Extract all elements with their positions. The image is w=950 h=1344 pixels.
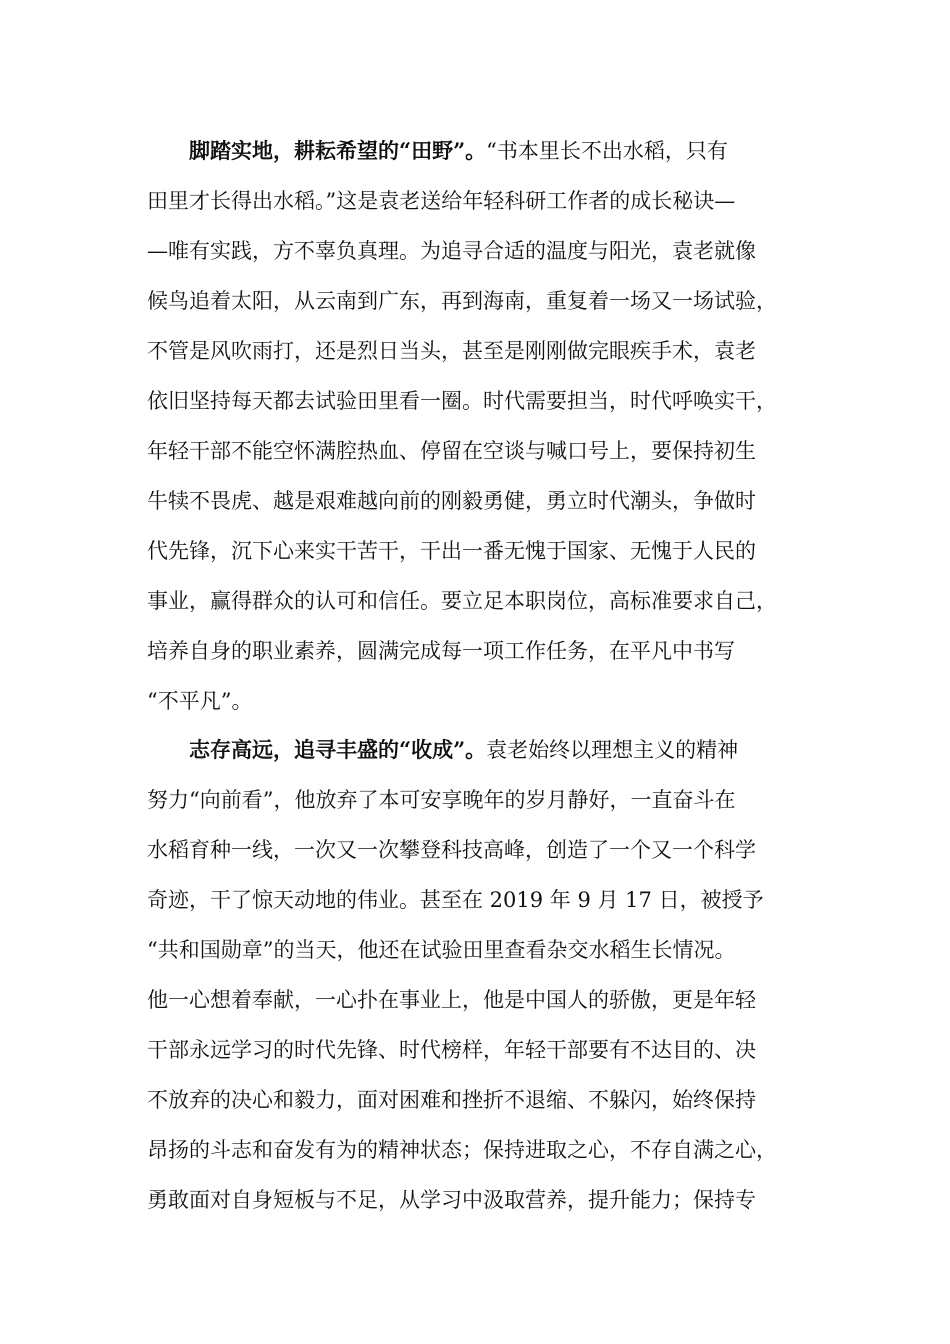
paragraph-line: 不管是风吹雨打，还是烈日当头，甚至是刚刚做完眼疾手术，袁老: [147, 339, 756, 363]
paragraph-line: 事业，赢得群众的认可和信任。要立足本职岗位，高标准要求自己，: [147, 589, 777, 613]
paragraph-line: “共和国勋章”的当天，他还在试验田里查看杂交水稻生长情况。: [147, 938, 736, 962]
paragraph-2-line-1: [189, 735, 738, 765]
paragraph-line: 依旧坚持每天都去试验田里看一圈。时代需要担当，时代呼唤实干，: [147, 389, 777, 413]
paragraph-line: —唯有实践，方不辜负真理。为追寻合适的温度与阳光，袁老就像: [147, 239, 756, 263]
paragraph-line: 年轻干部不能空怀满腔热血、停留在空谈与喊口号上，要保持初生: [147, 439, 756, 463]
paragraph-1-line-1: [189, 136, 728, 166]
paragraph-1-text: “书本里长不出水稻，只有: [486, 139, 728, 163]
paragraph-line: 牛犊不畏虎、越是艰难越向前的刚毅勇健，勇立时代潮头，争做时: [147, 489, 756, 513]
paragraph-line: 水稻育种一线，一次又一次攀登科技高峰，创造了一个又一个科学: [147, 838, 756, 862]
paragraph-line: 田里才长得出水稻。”这是袁老送给年轻科研工作者的成长秘诀—: [147, 189, 736, 213]
paragraph-line: 昂扬的斗志和奋发有为的精神状态；保持进取之心，不存自满之心，: [147, 1138, 777, 1162]
paragraph-line: 不放弃的决心和毅力，面对困难和挫折不退缩、不躲闪，始终保持: [147, 1088, 756, 1112]
paragraph-2-text: 袁老始终以理想主义的精神: [486, 738, 739, 762]
paragraph-line: 他一心想着奉献，一心扑在事业上，他是中国人的骄傲，更是年轻: [147, 988, 756, 1012]
paragraph-line: 勇敢面对自身短板与不足，从学习中汲取营养，提升能力；保持专: [147, 1188, 756, 1212]
paragraph-2-lead: 志存高远，追寻丰盛的“收成”。: [189, 737, 487, 762]
paragraph-line: 候鸟追着太阳，从云南到广东，再到海南，重复着一场又一场试验，: [147, 289, 777, 313]
paragraph-line: 代先锋，沉下心来实干苦干，干出一番无愧于国家、无愧于人民的: [147, 539, 756, 563]
paragraph-line: 努力“向前看”，他放弃了本可安享晚年的岁月静好，一直奋斗在: [147, 788, 736, 812]
paragraph-line: 培养自身的职业素养，圆满完成每一项工作任务，在平凡中书写: [147, 639, 735, 663]
paragraph-line: “不平凡”。: [147, 689, 253, 713]
paragraph-line: 奇迹，干了惊天动地的伟业。甚至在 2019 年 9 月 17 日，被授予: [147, 888, 764, 912]
paragraph-line: 干部永远学习的时代先锋、时代榜样，年轻干部要有不达目的、决: [147, 1038, 756, 1062]
paragraph-1-lead: 脚踏实地，耕耘希望的“田野”。: [189, 138, 487, 163]
